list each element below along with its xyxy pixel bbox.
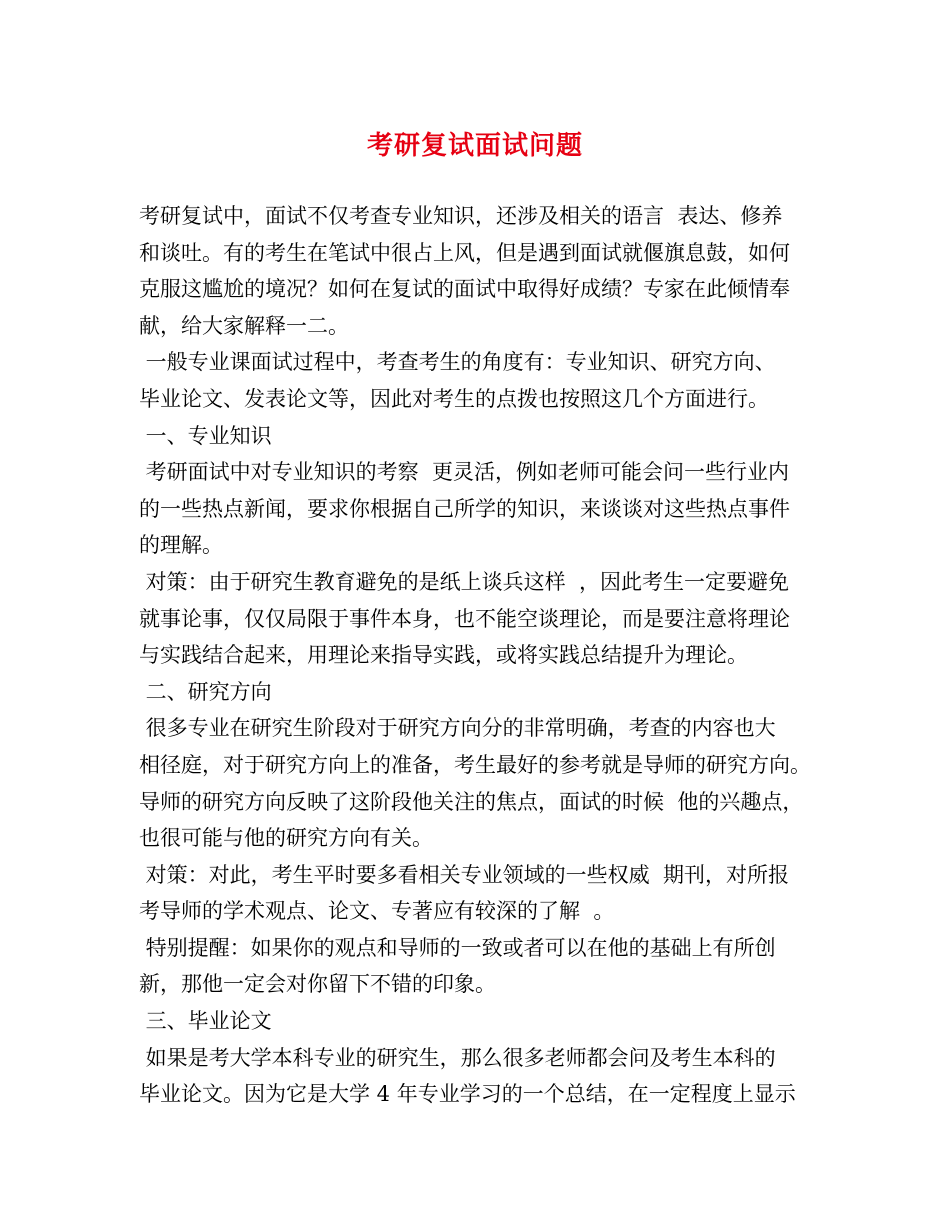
text-line: 很多专业在研究生阶段对于研究方向分的非常明确，考查的内容也大 bbox=[139, 716, 776, 741]
text-line: 就事论事，仅仅局限于事件本身，也不能空谈理论，而是要注意将理论 bbox=[139, 606, 790, 631]
document-body bbox=[139, 198, 814, 1113]
text-line: 也很可能与他的研究方向有关。 bbox=[139, 826, 433, 851]
text-line: 克服这尴尬的境况？如何在复试的面试中取得好成绩？专家在此倾情奉 bbox=[139, 277, 790, 302]
text-line: 与实践结合起来，用理论来指导实践，或将实践总结提升为理论。 bbox=[139, 643, 748, 668]
text-line: 对策：对此，考生平时要多看相关专业领域的一些权威 期刊，对所报 bbox=[139, 862, 790, 887]
text-line: 导师的研究方向反映了这阶段他关注的焦点，面试的时候 他的兴趣点， bbox=[139, 789, 804, 814]
text-line: 相径庭，对于研究方向上的准备，考生最好的参考就是导师的研究方向。 bbox=[139, 752, 811, 777]
text-line: 毕业论文。因为它是大学 4 年专业学习的一个总结，在一定程度上显示 bbox=[139, 1082, 796, 1107]
text-line: 献，给大家解释一二。 bbox=[139, 313, 349, 338]
section-heading: 三、毕业论文 bbox=[139, 1009, 272, 1034]
text-line: 一般专业课面试过程中，考查考生的角度有：专业知识、研究方向、 bbox=[139, 350, 776, 375]
text-line: 和谈吐。有的考生在笔试中很占上风，但是遇到面试就偃旗息鼓，如何 bbox=[139, 240, 790, 265]
text-line: 考研面试中对专业知识的考察 更灵活，例如老师可能会问一些行业内 bbox=[139, 460, 790, 485]
text-line: 的一些热点新闻，要求你根据自己所学的知识，来谈谈对这些热点事件 bbox=[139, 496, 790, 521]
text-line: 新，那他一定会对你留下不错的印象。 bbox=[139, 972, 496, 997]
text-line: 考导师的学术观点、论文、专著应有较深的了解 。 bbox=[139, 899, 615, 924]
text-line: 对策：由于研究生教育避免的是纸上谈兵这样 ，因此考生一定要避免 bbox=[139, 569, 790, 594]
text-line: 的理解。 bbox=[139, 533, 223, 558]
text-line: 毕业论文、发表论文等，因此对考生的点拨也按照这几个方面进行。 bbox=[139, 386, 769, 411]
text-line: 如果是考大学本科专业的研究生，那么很多老师都会问及考生本科的 bbox=[139, 1045, 776, 1070]
text-line: 特别提醒：如果你的观点和导师的一致或者可以在他的基础上有所创 bbox=[139, 935, 776, 960]
document-title: 考研复试面试问题 bbox=[366, 131, 583, 161]
section-heading: 一、专业知识 bbox=[139, 423, 272, 448]
section-heading: 二、研究方向 bbox=[139, 679, 272, 704]
text-line: 考研复试中，面试不仅考查专业知识，还涉及相关的语言 表达、修养 bbox=[139, 204, 783, 228]
